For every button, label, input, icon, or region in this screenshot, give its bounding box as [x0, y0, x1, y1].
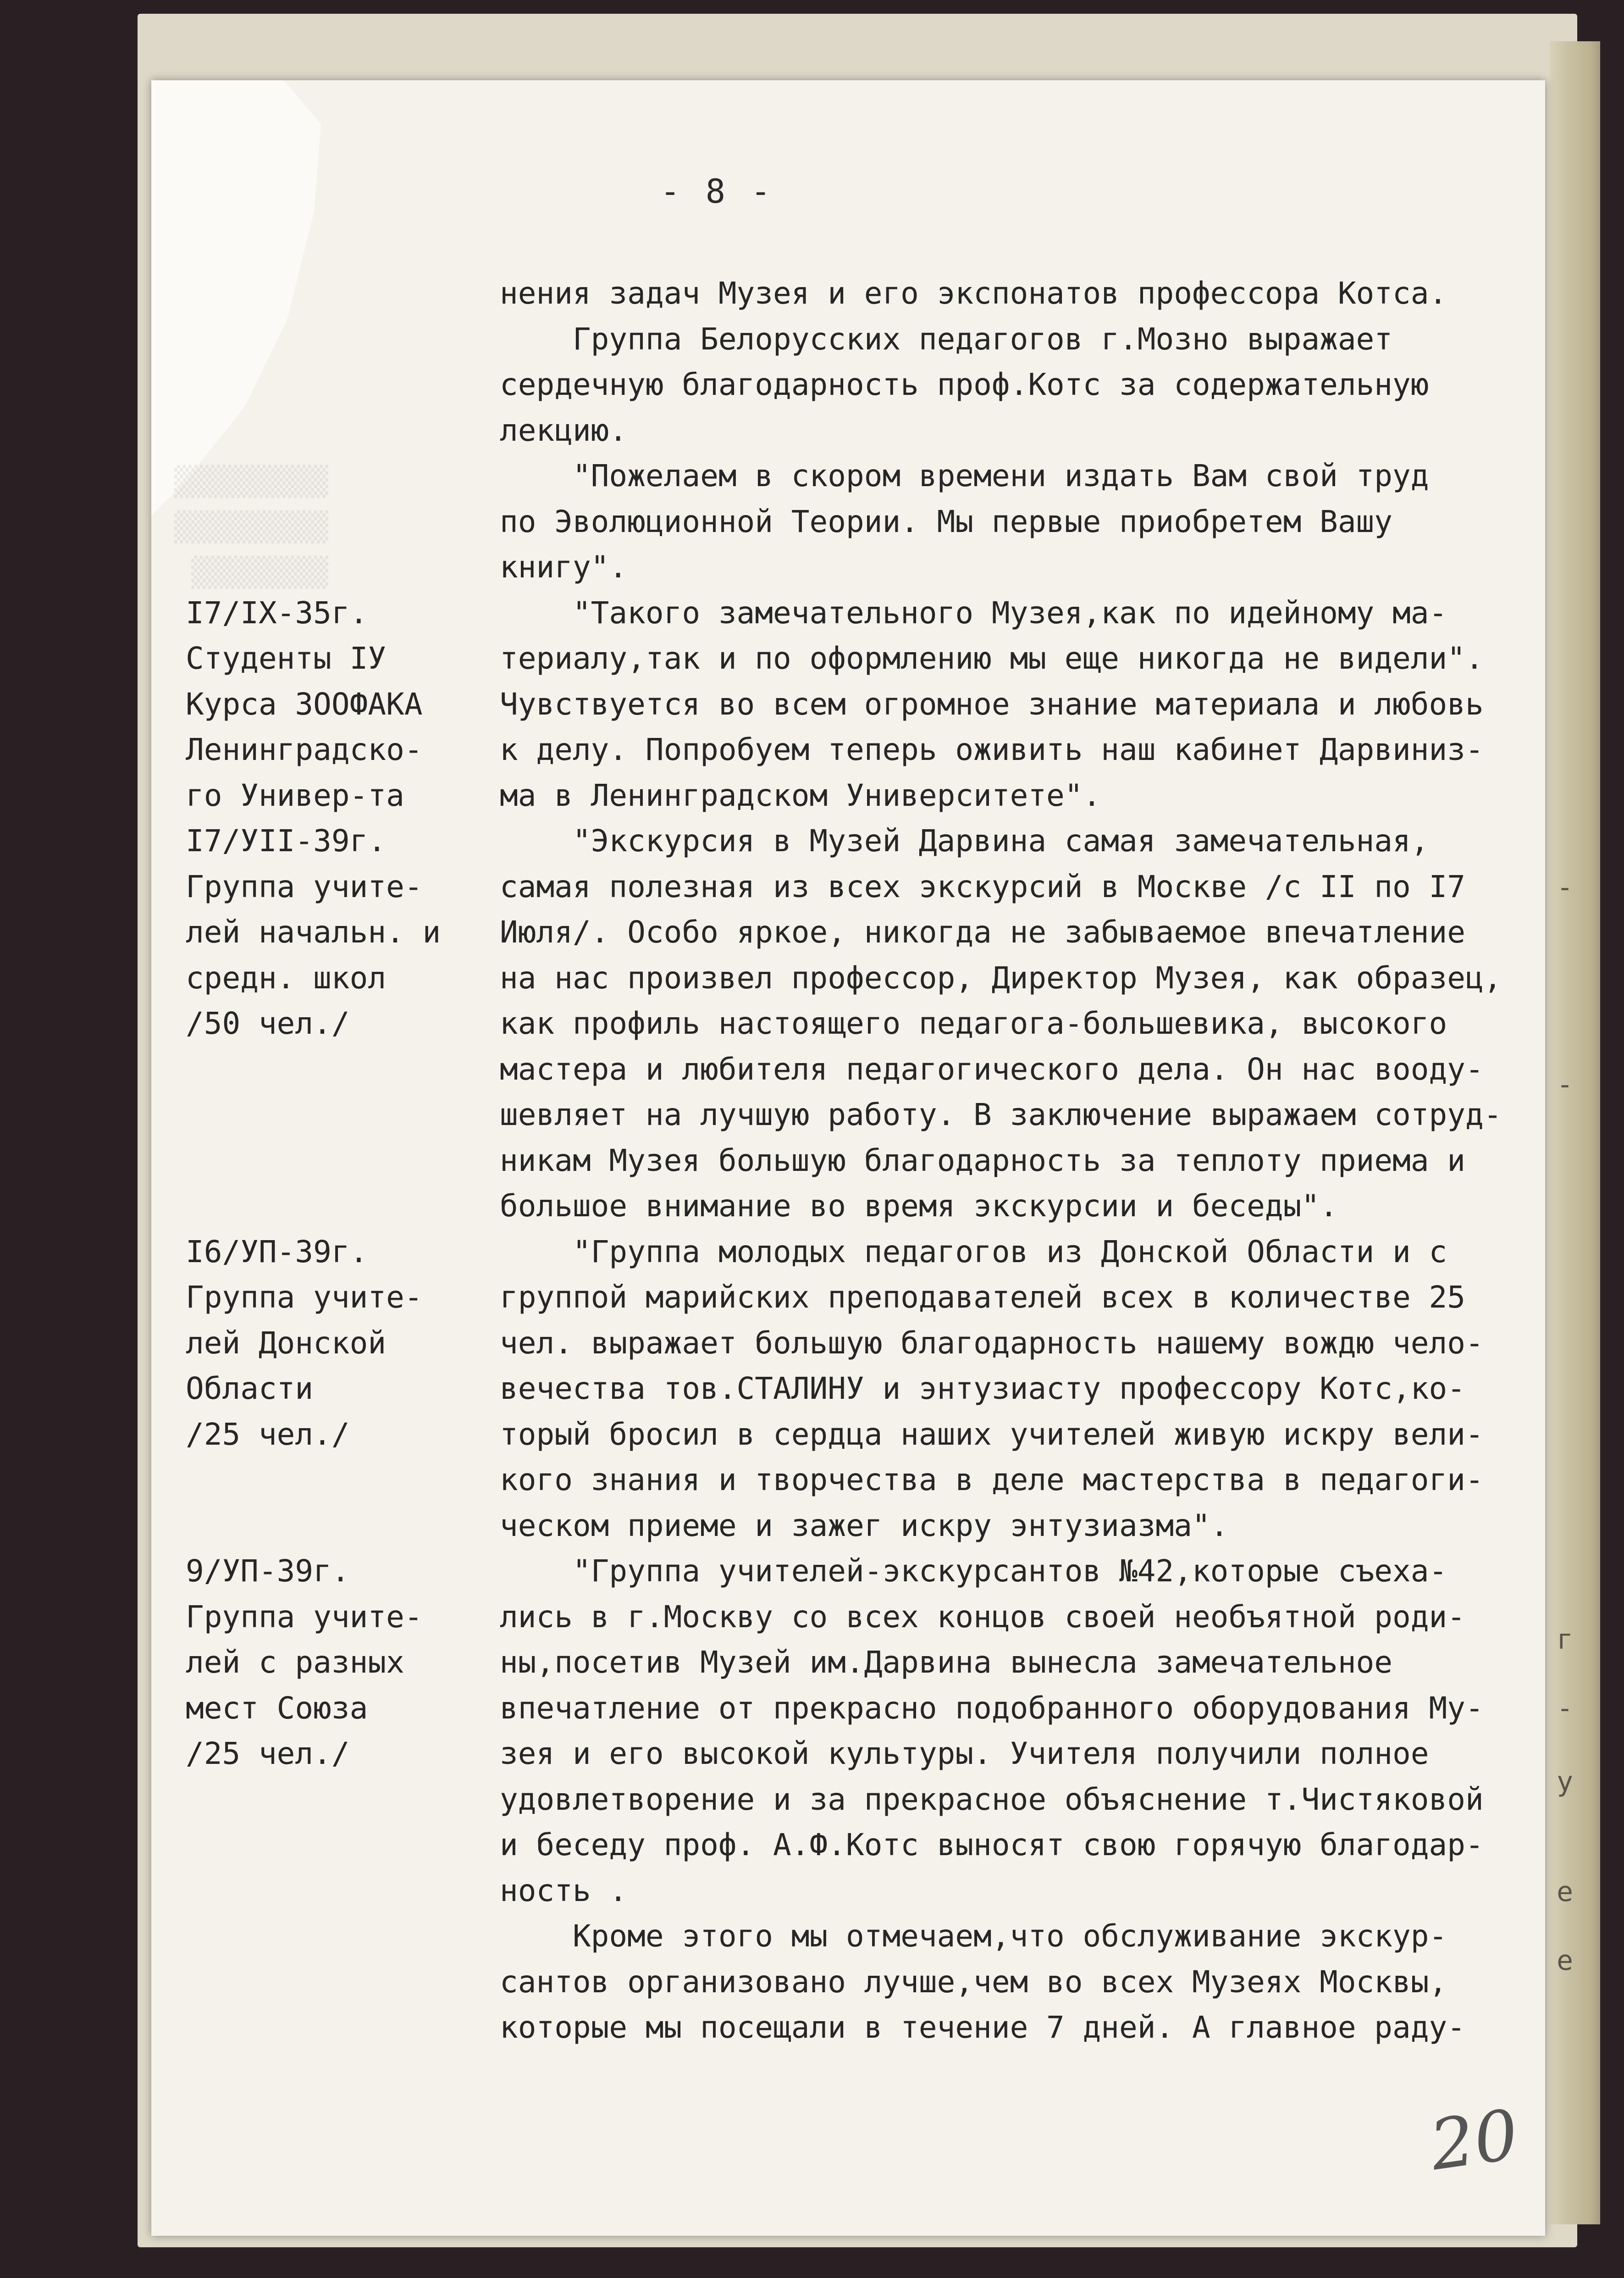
text-line: "Группа молодых педагогов из Донской Области и с — [500, 1234, 1447, 1269]
edge-mark: е — [1557, 1945, 1574, 1977]
text-line: на нас произвел профессор, Директор Музея, как образец, — [500, 960, 1502, 996]
margin-note-line: /50 чел./ — [186, 1006, 350, 1041]
text-line: "Пожелаем в скором времени издать Вам свой труд — [500, 458, 1429, 493]
text-line: "Группа учителей-экскурсантов №42,которые съеха- — [500, 1553, 1447, 1589]
edge-mark: у — [1557, 1766, 1574, 1798]
edge-mark: - — [1557, 1692, 1574, 1724]
margin-note-line: Ленинградско- — [186, 732, 423, 767]
text-line: удовлетворение и за прекрасное объяснение т.Чистяковой — [500, 1781, 1484, 1817]
margin-note-line: средн. школ — [186, 960, 387, 996]
main-text-body — [500, 271, 1531, 2051]
text-line: шевляет на лучшую работу. В заключение выражаем сотруд- — [500, 1097, 1502, 1132]
margin-note-line: I6/УП-39г. — [186, 1234, 368, 1269]
text-line: Чувствуется во всем огромное знание материала и любовь — [500, 686, 1484, 722]
margin-note-line: мест Союза — [186, 1690, 368, 1726]
text-line: впечатление от прекрасно подобранного оборудования Му- — [500, 1690, 1484, 1726]
handwritten-folio-number: 20 — [1425, 2095, 1524, 2186]
margin-note-line: го Универ-та — [186, 777, 404, 813]
margin-note-line: Курса ЗООФАКА — [186, 686, 423, 722]
text-line: сантов организовано лучше,чем во всех Музеях Москвы, — [500, 1964, 1447, 2000]
margin-note-line: лей начальн. и — [186, 915, 441, 950]
text-line: ческом приеме и зажег искру энтузиазма". — [500, 1508, 1229, 1543]
text-line: Группа Белорусских педагогов г.Мозно выражает — [500, 321, 1393, 357]
margin-note — [186, 590, 479, 819]
text-line: Кроме этого мы отмечаем,что обслуживание экскур- — [500, 1918, 1447, 1954]
text-line: никам Музея большую благодарность за теплоту приема и — [500, 1142, 1465, 1178]
text-line: группой марийских преподавателей всех в количестве 25 — [500, 1280, 1465, 1315]
text-line: торый бросил в сердца наших учителей живую искру вели- — [500, 1416, 1484, 1452]
text-line: и беседу проф. А.Ф.Котс выносят свою горячую благодар- — [500, 1827, 1484, 1862]
text-line: как профиль настоящего педагога-большевика, высокого — [500, 1006, 1447, 1041]
text-line: вечества тов.СТАЛИНУ и энтузиасту профессору Котс,ко- — [500, 1371, 1465, 1406]
text-line: териалу,так и по оформлению мы еще никогда не видели". — [500, 641, 1484, 676]
bleed-through-texture: ▒▒▒▒▒▒▒▒▒ ▒▒▒▒▒▒▒▒▒ ▒▒▒▒▒▒▒▒ — [174, 465, 328, 589]
margin-note-line: Группа учите- — [186, 1280, 423, 1315]
text-line: которые мы посещали в течение 7 дней. А главное раду- — [500, 2010, 1465, 2045]
text-line: чел. выражает большую благодарность нашему вождю чело- — [500, 1325, 1484, 1361]
text-line: ма в Ленинградском Университете". — [500, 777, 1101, 813]
text-line: Июля/. Особо яркое, никогда не забываемое впечатление — [500, 915, 1465, 950]
edge-mark: г — [1557, 1624, 1574, 1656]
text-line: большое внимание во время экскурсии и беседы". — [500, 1188, 1338, 1224]
margin-note — [186, 818, 479, 1047]
text-line: к делу. Попробуем теперь оживить наш кабинет Дарвиниз- — [500, 732, 1484, 767]
text-line: зея и его высокой культуры. Учителя получили полное — [500, 1736, 1429, 1771]
margin-note-line: Группа учите- — [186, 869, 423, 904]
text-line: мастера и любителя педагогического дела. Он нас вооду- — [500, 1051, 1484, 1087]
margin-note-line: 9/УП-39г. — [186, 1553, 350, 1589]
margin-note-line: I7/IX-35г. — [186, 595, 368, 631]
text-line: по Эволюционной Теории. Мы первые приобретем Вашу — [500, 504, 1393, 539]
edge-mark: е — [1557, 1876, 1574, 1908]
edge-mark: - — [1557, 1069, 1574, 1101]
margin-note-line: /25 чел./ — [186, 1416, 350, 1452]
text-line: лись в г.Москву со всех концов своей необъятной роди- — [500, 1599, 1465, 1635]
text-line: ность . — [500, 1873, 628, 1908]
text-line: нения задач Музея и его экспонатов профессора Котса. — [500, 276, 1447, 311]
text-line: самая полезная из всех экскурсий в Москве /с II по I7 — [500, 869, 1465, 904]
margin-note-line: /25 чел./ — [186, 1736, 350, 1771]
edge-mark: - — [1557, 871, 1574, 903]
margin-note-line: Области — [186, 1371, 314, 1406]
text-line: кого знания и творчества в деле мастерства в педагоги- — [500, 1462, 1484, 1497]
folded-page-corner — [151, 80, 321, 516]
margin-note — [186, 1548, 479, 1777]
margin-note-line: лей с разных — [186, 1645, 404, 1680]
margin-note-line: Студенты IУ — [186, 641, 387, 676]
text-line: лекцию. — [500, 412, 628, 448]
text-line: книгу". — [500, 549, 628, 585]
page-number: - 8 - — [660, 172, 773, 211]
margin-note — [186, 1229, 479, 1458]
margin-note-line: Группа учите- — [186, 1599, 423, 1635]
margin-note-line: I7/УII-39г. — [186, 823, 387, 859]
text-line: сердечную благодарность проф.Котс за содержательную — [500, 367, 1429, 402]
margin-note-line: лей Донской — [186, 1325, 387, 1361]
text-line: ны,посетив Музей им.Дарвина вынесла замечательное — [500, 1645, 1393, 1680]
text-line: "Такого замечательного Музея,как по идейному ма- — [500, 595, 1447, 631]
text-line: "Экскурсия в Музей Дарвина самая замечательная, — [500, 823, 1429, 859]
